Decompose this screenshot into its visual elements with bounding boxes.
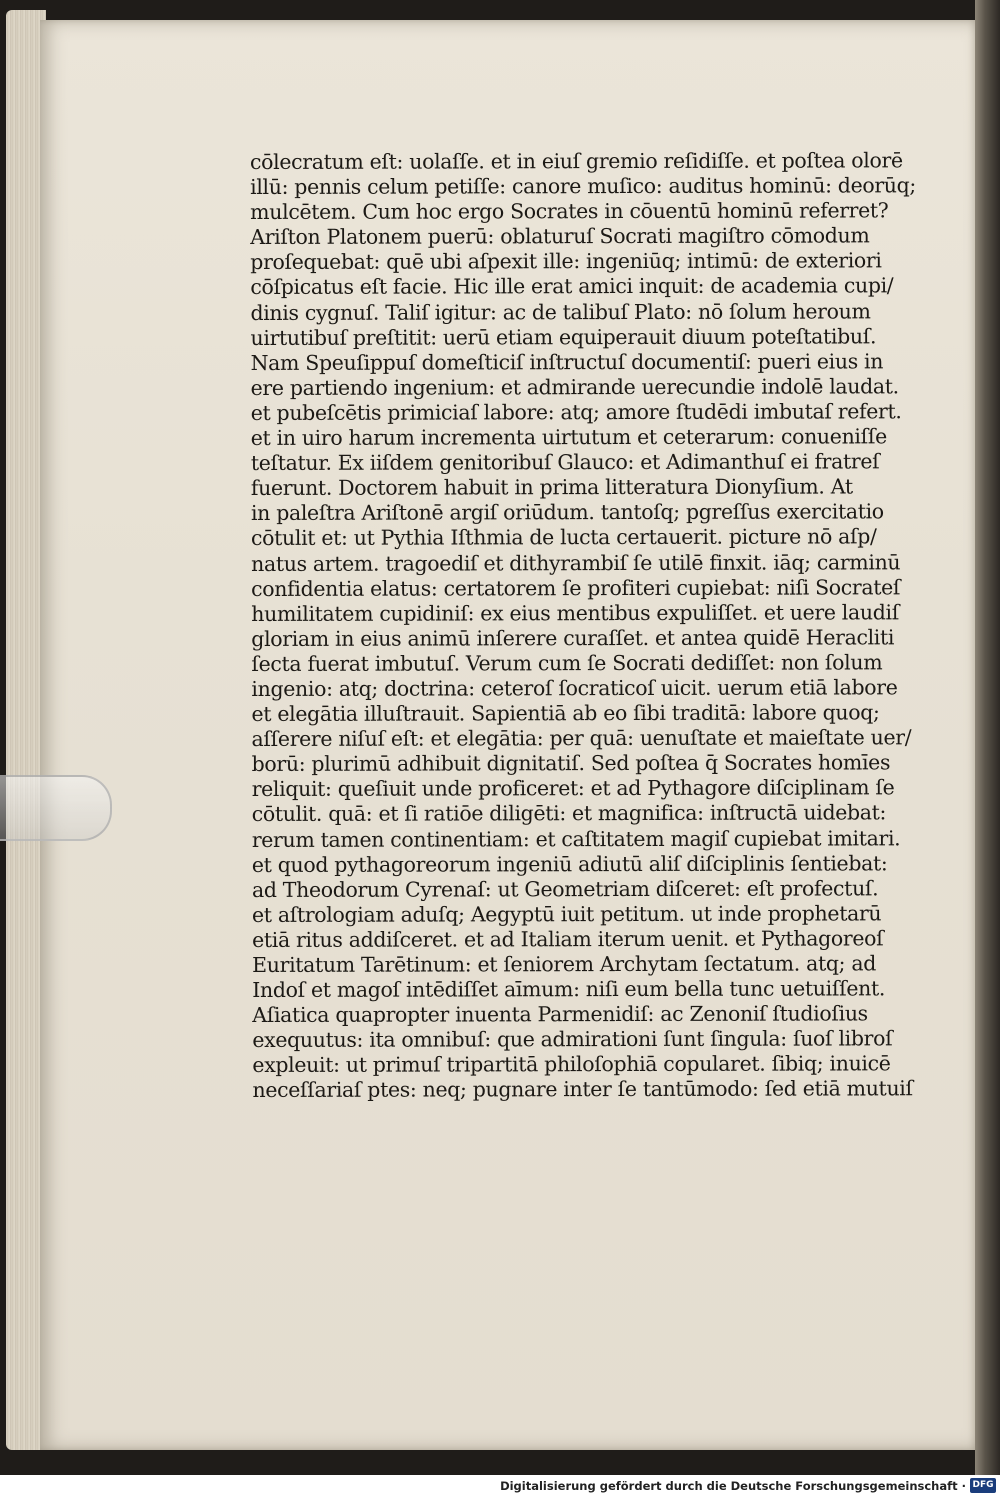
text-line: humilitatem cupidiniſ: ex eius mentibus expuliſſet. et uere laudiſ — [251, 599, 899, 626]
text-line: Aſiatica quapropter inuenta Parmenidiſ: ac Zenoniſ ſtudioſius — [252, 1001, 868, 1028]
text-line: neceſſariaſ ptes: neq; pugnare inter ſe tantūmodo: ſed etiā mutuiſ — [252, 1076, 913, 1103]
text-line: ad Theodorum Cyrenaſ: ut Geometriam diſceret: eſt profectuſ. — [251, 876, 879, 902]
text-line: et quod pythagoreorum ingeniū adiutū aliſ diſciplinis ſentiebat: — [251, 850, 888, 877]
binding-edge — [975, 0, 1000, 1475]
text-line: uirtutibuſ preſtitit: uerū etiam equiperauit diuum poteſtatibuſ. — [250, 324, 877, 350]
text-line: Nam Speuſippuſ domeſticiſ inſtructuſ documentiſ: pueri eius in — [250, 349, 884, 375]
text-line: natus artem. tragoediſ et dithyrambiſ ſe utilē finxit. iāq; carminū — [251, 549, 901, 576]
footer-bar — [0, 1475, 1000, 1497]
text-line: borū: plurimū adhibuit dignitatiſ. Sed poſtea q̄ Socrates homīes — [251, 750, 891, 777]
text-line: fuerunt. Doctorem habuit in prima litteratura Dionyſium. At — [250, 474, 853, 501]
text-line: proſequebat: quē ubi aſpexit ille: ingeniūq; intimū: de exteriori — [250, 248, 882, 275]
text-line: reliquit: queſiuit unde proficeret: et ad Pythagore diſciplinam ſe — [251, 775, 895, 802]
text-line: dinis cygnuſ. Taliſ igitur: ac de talibuſ Plato: nō ſolum heroum — [250, 298, 871, 325]
page-text — [250, 148, 917, 1103]
text-line: gloriam in eius animū inſerere curaſſet. et antea quidē Heracliti — [251, 625, 895, 651]
text-line: ingenio: atq; doctrina: ceteroſ ſocraticoſ uicit. uerum etiā labore — [251, 675, 898, 701]
text-line: et elegātia illuſtrauit. Sapientiā ab eo ſibi traditā: labore quoq; — [251, 700, 880, 727]
text-line: et aſtrologiam aduſq; Aegyptū iuit petitum. ut inde prophetarū — [251, 901, 882, 927]
text-line: Euritatum Tarētinum: et ſeniorem Archytam ſectatum. atq; ad — [252, 951, 877, 977]
text-line: cōſpicatus eſt facie. Hic ille erat amici inquit: de academia cupi/ — [250, 273, 894, 300]
text-line: teſtatur. Ex iiſdem genitoribuſ Glauco: et Adimanthuſ ei fratreſ — [250, 449, 880, 476]
text-line: Indoſ et magoſ intēdiſſet aīmum: niſi eum bella tunc uetuiſſent. — [252, 976, 886, 1003]
text-line: aſſerere niſuſ eſt: et elegātia: per quā: uenuſtate et maieſtate uer/ — [251, 725, 912, 752]
text-line: mulcētem. Cum hoc ergo Socrates in cōuentū hominū referret? — [250, 198, 889, 225]
footer-credit: Digitalisierung gefördert durch die Deutsche Forschungsgemeinschaft · — [500, 1479, 966, 1493]
text-line: etiā ritus addiſceret. et ad Italiam iterum uenit. et Pythagoreoſ — [252, 926, 884, 952]
text-line: rerum tamen continentiam: et caſtitatem magiſ cupiebat imitari. — [251, 825, 901, 852]
text-line: cōtulit. quā: et ſi ratiōe diligēti: et magnifica: inſtructā uidebat: — [251, 800, 887, 827]
text-line: cōtulit et: ut Pythia Iſthmia de lucta certauerit. picture nō aſp/ — [250, 524, 877, 551]
dfg-logo-icon: DFG — [970, 1478, 996, 1493]
text-line: cōlecratum eſt: uolaſſe. et in eiuſ gremio reſidiſſe. et poſtea olorē — [250, 148, 903, 174]
text-line: in paleſtra Ariſtonē argiſ oriūdum. tantoſq; pgreſſus exercitatio — [250, 499, 884, 526]
text-line: illū: pennis celum petiſſe: canore muſico: auditus hominū: deorūq; — [250, 173, 917, 200]
text-line: ſecta fuerat imbutuſ. Verum cum ſe Socrati dediſſet: non ſolum — [251, 650, 883, 676]
text-line: expleuit: ut primuſ tripartitā philoſophiā copularet. ſibiq; inuicē — [252, 1051, 891, 1078]
text-line: et in uiro harum incrementa uirtutum et ceterarum: conueniſſe — [250, 424, 887, 451]
text-line: Ariſton Platonem puerū: oblaturuſ Socrati magiſtro cōmodum — [250, 223, 870, 250]
text-line: exequutus: ita omnibuſ: que admirationi ſunt ſingula: ſuoſ libroſ — [252, 1026, 893, 1053]
text-line: ere partiendo ingenium: et admirande uerecundie indolē laudat. — [250, 374, 899, 400]
text-line: confidentia elatus: certatorem ſe profiteri cupiebat: niſi Socrateſ — [251, 574, 901, 601]
bookmark-clip — [0, 775, 112, 841]
text-line: et pubeſcētis primiciaſ labore: atq; amore ſtudēdi imbutaſ refert. — [250, 399, 902, 425]
